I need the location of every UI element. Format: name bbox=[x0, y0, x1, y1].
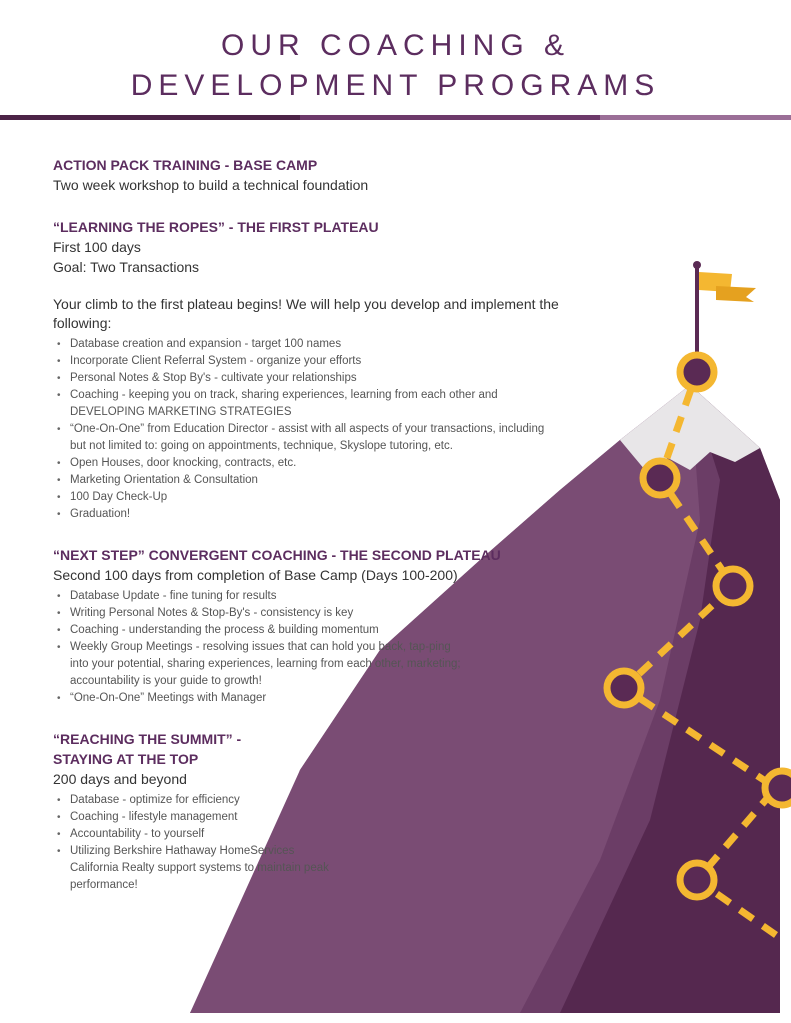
list-item: • Weekly Group Meetings - resolving issues that can hold you back, tap-ping into your potential, sharing experiences, learning from each other, marketing; accountability is your guide to growth! bbox=[70, 639, 470, 690]
milestone-marker bbox=[716, 569, 750, 603]
section-subtitle: First 100 days bbox=[53, 239, 141, 255]
milestone-marker bbox=[765, 771, 791, 805]
list-item: • Utilizing Berkshire Hathaway HomeServices California Realty support systems to maintain peak performance! bbox=[70, 843, 330, 894]
section-summit bbox=[53, 729, 353, 894]
list-item: • Accountability - to yourself bbox=[70, 826, 330, 843]
bullet-list bbox=[53, 588, 470, 707]
list-item: • Personal Notes & Stop By's - cultivate your relationships bbox=[70, 370, 563, 387]
section-lead: Your climb to the first plateau begins! We will help you develop and implement the following: bbox=[53, 296, 559, 331]
list-item: • Database Update - fine tuning for results bbox=[70, 588, 470, 605]
list-item: • “One-On-One” Meetings with Manager bbox=[70, 690, 470, 707]
title-line-2: DEVELOPMENT PROGRAMS bbox=[130, 69, 661, 102]
section-second-plateau bbox=[53, 545, 523, 707]
section-base-camp bbox=[53, 155, 563, 195]
section-subtitle: Second 100 days from completion of Base Camp (Days 100-200) bbox=[53, 567, 458, 583]
programs-content bbox=[53, 155, 563, 894]
list-item: • “One-On-One” from Education Director - assist with all aspects of your transactions, including but not limited to: going on appointments, technique, Skyslope tutoring, etc. bbox=[70, 421, 563, 455]
list-item: • Incorporate Client Referral System - organize your efforts bbox=[70, 353, 563, 370]
section-title-line-2: STAYING AT THE TOP bbox=[53, 751, 199, 767]
milestone-marker bbox=[680, 863, 714, 897]
section-subtitle: Two week workshop to build a technical foundation bbox=[53, 177, 369, 193]
flag-tail bbox=[716, 286, 756, 302]
section-goal: Goal: Two Transactions bbox=[53, 259, 200, 275]
section-title: “REACHING THE SUMMIT” - bbox=[53, 731, 242, 747]
milestone-marker bbox=[607, 671, 641, 705]
section-first-plateau bbox=[53, 217, 563, 523]
milestone-marker bbox=[680, 355, 714, 389]
section-title: “LEARNING THE ROPES” - THE FIRST PLATEAU bbox=[53, 219, 379, 235]
list-item: • Marketing Orientation & Consultation bbox=[70, 472, 563, 489]
list-item: • Writing Personal Notes & Stop-By's - consistency is key bbox=[70, 605, 470, 622]
list-item: • 100 Day Check-Up bbox=[70, 489, 563, 506]
list-item: • Open Houses, door knocking, contracts, etc. bbox=[70, 455, 563, 472]
bullet-list bbox=[53, 336, 563, 523]
list-item: • Database creation and expansion - target 100 names bbox=[70, 336, 563, 353]
list-item: • Graduation! bbox=[70, 506, 563, 523]
list-item: • Coaching - keeping you on track, sharing experiences, learning from each other and DEVELOPING MARKETING STRATEGIES bbox=[70, 387, 563, 421]
list-item: • Coaching - lifestyle management bbox=[70, 809, 330, 826]
title-line-1: OUR COACHING & bbox=[220, 29, 571, 62]
list-item: • Database - optimize for efficiency bbox=[70, 792, 330, 809]
milestone-marker bbox=[643, 461, 677, 495]
section-title: ACTION PACK TRAINING - BASE CAMP bbox=[53, 157, 318, 173]
section-subtitle: 200 days and beyond bbox=[53, 771, 187, 787]
bullet-list bbox=[53, 792, 330, 894]
flag-pole-tip bbox=[693, 261, 701, 269]
section-title: “NEXT STEP” CONVERGENT COACHING - THE SECOND PLATEAU bbox=[53, 547, 501, 563]
list-item: • Coaching - understanding the process & building momentum bbox=[70, 622, 470, 639]
